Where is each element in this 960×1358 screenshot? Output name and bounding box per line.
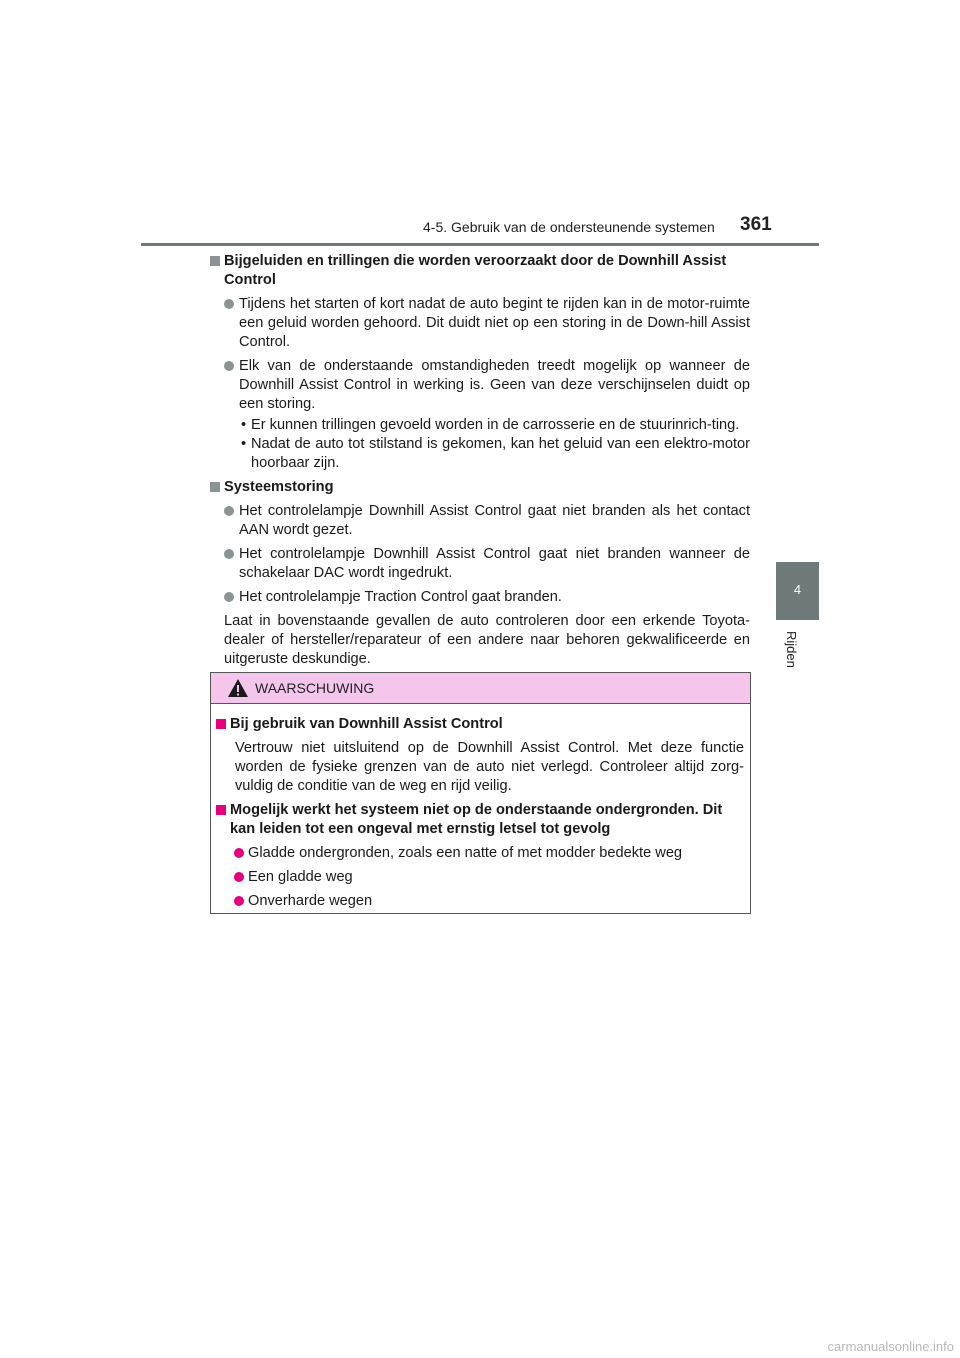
square-bullet-icon — [210, 482, 220, 492]
warning-text: Vertrouw niet uitsluitend op de Downhill Assist Control. Met deze functie worden de fysieke grenzen van de auto niet verlegd. Controleer altijd zorg-vuldig de conditie van de weg en rijd veilig. — [235, 740, 744, 794]
service-note: Laat in bovenstaande gevallen de auto controleren door een erkende Toyota-dealer of hersteller/reparateur of een andere naar behoren gekwalificeerde en uitgeruste deskundige. — [224, 613, 750, 667]
warning-section-heading: Bij gebruik van Downhill Assist Control — [216, 715, 744, 734]
round-bullet-icon — [224, 361, 234, 371]
chapter-tab — [776, 562, 819, 620]
section-heading: Systeemstoring — [210, 478, 750, 497]
sub-list-item: • Nadat de auto tot stilstand is gekomen, kan het geluid van een elektro-motor hoorbaar zijn. — [241, 436, 750, 471]
list-item: Gladde ondergronden, zoals een natte of met modder bedekte weg — [216, 844, 744, 863]
round-bullet-icon — [224, 299, 234, 309]
list-item: Elk van de onderstaande omstandigheden treedt mogelijk op wanneer de Downhill Assist Control in werking is. Geen van deze verschijnselen duidt op een storing. — [210, 357, 750, 414]
round-bullet-icon — [234, 872, 244, 882]
header-rule — [141, 243, 819, 246]
square-bullet-icon — [210, 256, 220, 266]
sub-list-item: • Er kunnen trillingen gevoeld worden in de carrosserie en de stuurinrich-ting. — [241, 417, 740, 433]
list-item: Het controlelampje Downhill Assist Control gaat niet branden als het contact AAN wordt gezet. — [210, 502, 750, 540]
warning-header — [211, 673, 750, 704]
warning-title: WAARSCHUWING — [255, 680, 375, 696]
warning-box — [210, 672, 751, 914]
chapter-label: Rijden — [784, 631, 799, 668]
round-bullet-icon — [224, 506, 234, 516]
chapter-number: 4 — [793, 582, 802, 597]
square-bullet-icon — [216, 719, 226, 729]
warning-section-heading: Mogelijk werkt het systeem niet op de onderstaande ondergronden. Dit kan leiden tot een ongeval met ernstig letsel tot gevolg — [216, 801, 744, 839]
watermark-link[interactable]: carmanualsonline.info — [827, 1339, 954, 1354]
small-bullet-icon: • — [241, 436, 247, 452]
list-item: Onverharde wegen — [216, 892, 744, 911]
section-heading: Bijgeluiden en trillingen die worden veroorzaakt door de Downhill Assist Control — [210, 252, 750, 290]
round-bullet-icon — [234, 896, 244, 906]
list-item: Het controlelampje Traction Control gaat branden. — [210, 588, 750, 607]
list-item: Een gladde weg — [216, 868, 744, 887]
page-number: 361 — [740, 214, 772, 235]
square-bullet-icon — [216, 805, 226, 815]
small-bullet-icon: • — [241, 417, 247, 433]
list-item: Het controlelampje Downhill Assist Control gaat niet branden wanneer de schakelaar DAC wordt ingedrukt. — [210, 545, 750, 583]
round-bullet-icon — [224, 549, 234, 559]
warning-triangle-icon — [227, 678, 249, 698]
round-bullet-icon — [234, 848, 244, 858]
warning-body — [211, 704, 750, 911]
round-bullet-icon — [224, 592, 234, 602]
running-header: 4-5. Gebruik van de ondersteunende systemen — [423, 219, 715, 235]
list-item: Tijdens het starten of kort nadat de auto begint te rijden kan in de motor-ruimte een geluid worden gehoord. Dit duidt niet op een storing in de Down-hill Assist Control. — [210, 295, 750, 352]
main-content — [210, 252, 750, 674]
